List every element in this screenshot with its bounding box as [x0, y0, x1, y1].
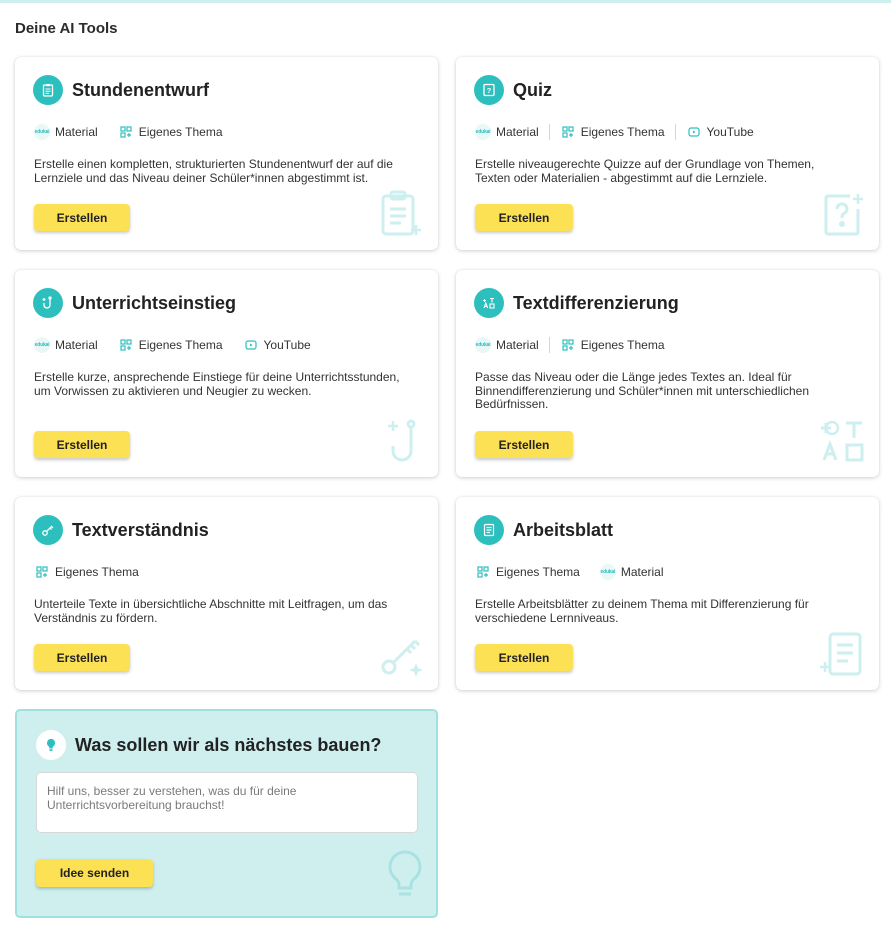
- text-shapes-icon: [474, 288, 504, 318]
- card-description: Erstelle niveaugerechte Quizze auf der Grundlage von Themen, Texten oder Materialien - abgestimmt auf die Lernziele.: [475, 157, 815, 185]
- create-button[interactable]: Erstellen: [34, 431, 130, 458]
- tag-youtube: YouTube: [243, 337, 311, 353]
- edukai-logo: edukai: [475, 337, 491, 353]
- hook-watermark-icon: [381, 418, 423, 466]
- tool-card-arbeitsblatt[interactable]: [456, 497, 879, 690]
- grid-plus-icon: [560, 337, 576, 353]
- worksheet-watermark-icon: [820, 631, 866, 679]
- edukai-logo: edukai: [600, 564, 616, 580]
- tool-card-stundenentwurf[interactable]: [15, 57, 438, 250]
- grid-plus-icon: [34, 564, 50, 580]
- grid-plus-icon: [118, 124, 134, 140]
- edukai-logo: edukai: [34, 124, 50, 140]
- grid-plus-icon: [475, 564, 491, 580]
- tool-card-textdifferenzierung[interactable]: [456, 270, 879, 477]
- youtube-icon: [686, 124, 702, 140]
- quiz-icon: [474, 75, 504, 105]
- idea-title: Was sollen wir als nächstes bauen?: [75, 734, 382, 755]
- tag-eigenes-thema: Eigenes Thema: [118, 337, 223, 353]
- hook-icon: [33, 288, 63, 318]
- card-description: Unterteile Texte in übersichtliche Abschnitte mit Leitfragen, um das Verständnis zu fördern.: [34, 597, 388, 625]
- lightbulb-icon: [36, 730, 66, 760]
- idea-feedback-card: [15, 709, 438, 918]
- grid-plus-icon: [118, 337, 134, 353]
- quiz-watermark-icon: [822, 191, 866, 237]
- tag-eigenes-thema: Eigenes Thema: [560, 337, 665, 353]
- tag-eigenes-thema: Eigenes Thema: [34, 564, 139, 580]
- create-button[interactable]: Erstellen: [34, 204, 130, 231]
- tool-card-quiz[interactable]: [456, 57, 879, 250]
- tool-card-unterrichtseinstieg[interactable]: [15, 270, 438, 477]
- card-description: Erstelle Arbeitsblätter zu deinem Thema mit Differenzierung für verschiedene Lernniveaus.: [475, 597, 809, 625]
- clipboard-watermark-icon: [379, 189, 423, 239]
- card-title: Textdifferenzierung: [513, 292, 679, 313]
- card-title: Quiz: [513, 79, 552, 100]
- card-title: Arbeitsblatt: [513, 519, 614, 540]
- card-title: Stundenentwurf: [72, 79, 209, 100]
- worksheet-icon: [474, 515, 504, 545]
- send-idea-button[interactable]: Idee senden: [36, 859, 153, 887]
- section-title: Deine AI Tools: [15, 20, 118, 37]
- card-title: Unterrichtseinstieg: [72, 292, 237, 313]
- idea-input[interactable]: [36, 772, 418, 833]
- tag-eigenes-thema: Eigenes Thema: [118, 124, 223, 140]
- card-title: Textverständnis: [72, 519, 209, 540]
- create-button[interactable]: Erstellen: [475, 644, 573, 671]
- lightbulb-watermark-icon: [386, 849, 424, 899]
- tag-material: edukai Material: [475, 337, 550, 353]
- top-divider: [0, 0, 891, 3]
- tag-eigenes-thema: Eigenes Thema: [560, 124, 676, 140]
- grid-plus-icon: [560, 124, 576, 140]
- tag-material: edukai Material: [475, 124, 550, 140]
- tag-material: edukai Material: [34, 338, 98, 352]
- card-description: Erstelle einen kompletten, strukturierten Stundenentwurf der auf die Lernziele und das Niveau deiner Schüler*innen abgestimmt ist.: [34, 157, 393, 185]
- svg-text:?: ?: [486, 86, 492, 95]
- tool-card-textverstaendnis[interactable]: [15, 497, 438, 690]
- create-button[interactable]: Erstellen: [475, 204, 573, 231]
- edukai-logo: edukai: [475, 124, 491, 140]
- tag-youtube: YouTube: [686, 124, 754, 140]
- create-button[interactable]: Erstellen: [34, 644, 130, 671]
- tag-material: edukai Material: [600, 565, 664, 579]
- key-watermark-icon: [379, 633, 427, 677]
- clipboard-icon: [33, 75, 63, 105]
- tag-eigenes-thema: Eigenes Thema: [475, 564, 580, 580]
- create-button[interactable]: Erstellen: [475, 431, 573, 458]
- key-icon: [33, 515, 63, 545]
- tag-material: edukai Material: [34, 125, 98, 139]
- edukai-logo: edukai: [34, 337, 50, 353]
- card-description: Erstelle kurze, ansprechende Einstiege für deine Unterrichtsstunden, um Vorwissen zu aktivieren und Neugier zu wecken.: [34, 370, 400, 398]
- youtube-icon: [243, 337, 259, 353]
- text-shapes-watermark-icon: [818, 418, 868, 464]
- card-description: Passe das Niveau oder die Länge jedes Textes an. Ideal für Binnendifferenzierung und Schüler*innen mit unterschiedlichen Bedürfnissen.: [475, 370, 809, 411]
